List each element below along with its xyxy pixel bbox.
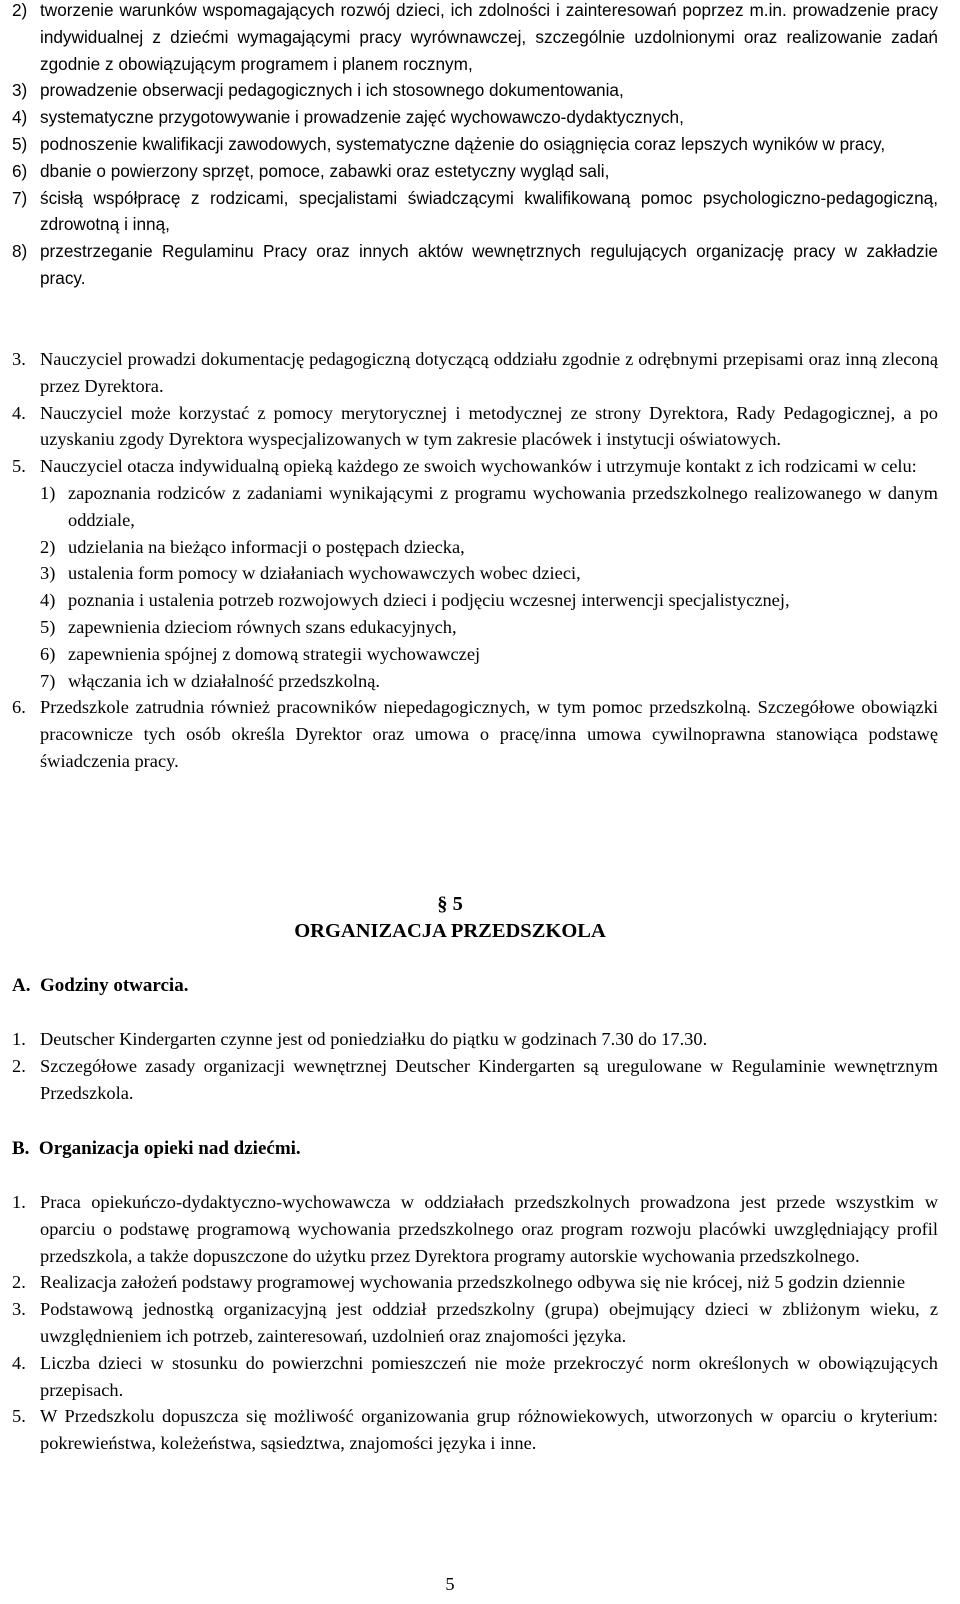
list-item (12, 668, 938, 695)
paragraph-number: 4. (12, 1352, 26, 1373)
item-number: 5) (40, 616, 56, 637)
paragraph-text: Praca opiekuńczo-dydaktyczno-wychowawcza w oddziałach przedszkolnych prowadzona jest przede wszystkim w oparciu o podstawę programową wychowania przedszkolnego oraz program rozwoju placówki uwzględniający profil przedszkola, a także dopuszczone do użytku przez Dyrektora programy autorskie wychowania przedszkolnego. (40, 1192, 938, 1266)
paragraph (12, 1269, 938, 1296)
paragraph-number: 3. (12, 1299, 26, 1320)
paragraph-number: 5. (12, 1406, 26, 1427)
paragraph-number: 1. (12, 1029, 26, 1049)
list-item (12, 614, 938, 641)
item-number: 1) (40, 482, 56, 503)
item-text: prowadzenie obserwacji pedagogicznych i ich stosownego dokumentowania, (40, 80, 624, 101)
teacher-paragraphs (12, 346, 938, 775)
item-number: 6) (40, 643, 56, 664)
care-organization-list (12, 1189, 938, 1457)
chapter-title: ORGANIZACJA PRZEDSZKOLA (294, 920, 606, 942)
item-number: 2) (12, 0, 28, 20)
paragraph (12, 1403, 938, 1457)
list-item (12, 534, 938, 561)
paragraph-number: 2. (12, 1055, 26, 1076)
list-item (12, 77, 938, 104)
item-text: udzielania na bieżąco informacji o postępach dziecka, (68, 536, 465, 557)
item-text: zapewnienia dzieciom równych szans edukacyjnych, (68, 616, 457, 637)
paragraph-text: Nauczyciel może korzystać z pomocy merytorycznej i metodycznej ze strony Dyrektora, Rady Pedagogicznej, a po uzyskaniu zgody Dyrektora wyspecjalizowanych w tym zakresie placówek i instytucji oświatowych. (40, 402, 938, 450)
paragraph-number: 1. (12, 1192, 26, 1212)
opening-hours-list (12, 1026, 938, 1106)
item-text: zapewnienia spójnej z domową strategii wychowawczej (68, 643, 481, 664)
section-heading-a: A. Godziny otwarcia. (12, 975, 189, 996)
item-number: 6) (12, 160, 28, 181)
item-number: 4) (40, 590, 56, 611)
chapter-number: § 5 (437, 893, 463, 915)
paragraph-text: Nauczyciel prowadzi dokumentację pedagogiczną dotyczącą oddziału zgodnie z odrębnymi przepisami oraz inną zleconą przez Dyrektora. (40, 349, 938, 396)
paragraph-number: 4. (12, 402, 26, 423)
list-item (12, 131, 938, 158)
item-text: zapoznania rodziców z zadaniami wynikającymi z programu wychowania przedszkolnego realizowanego w danym oddziale, (68, 482, 938, 530)
paragraph (12, 1296, 938, 1350)
list-item (12, 480, 938, 534)
paragraph-number: 2. (12, 1272, 26, 1293)
list-item (12, 238, 938, 292)
paragraph-number: 6. (12, 697, 26, 718)
paragraph-text: Nauczyciel otacza indywidualną opieką każdego ze swoich wychowanków i utrzymuje kontakt z ich rodzicami w celu: (40, 456, 917, 477)
list-item (12, 185, 938, 239)
paragraph (12, 346, 938, 400)
list-item (12, 560, 938, 587)
list-item (12, 0, 938, 77)
item-number: 5) (12, 133, 28, 154)
paragraph (12, 400, 938, 454)
list-item (12, 587, 938, 614)
item-text: systematyczne przygotowywanie i prowadzenie zajęć wychowawczo-dydaktycznych, (40, 107, 684, 128)
paragraph-text: Deutscher Kindergarten czynne jest od poniedziałku do piątku w godzinach 7.30 do 17.30. (40, 1029, 708, 1049)
duties-list (12, 0, 938, 292)
item-number: 3) (40, 563, 56, 584)
item-text: ścisłą współpracę z rodzicami, specjalistami świadczącymi kwalifikowaną pomoc psychologiczno-pedagogiczną, zdrowotną i inną, (40, 187, 938, 235)
item-number: 7) (12, 187, 28, 208)
paragraph-text: Szczegółowe zasady organizacji wewnętrznej Deutscher Kindergarten są uregulowane w Regulaminie wewnętrznym Przedszkola. (40, 1055, 938, 1103)
paragraph-number: 3. (12, 349, 26, 369)
paragraph-text: W Przedszkolu dopuszcza się możliwość organizowania grup różnowiekowych, utworzonych w oparciu o kryterium: pokrewieństwa, koleżeństwa, sąsiedztwa, znajomości języka i inne. (40, 1406, 938, 1454)
paragraph-text: Realizacja założeń podstawy programowej wychowania przedszkolnego odbywa się nie krócej, niż 5 godzin dziennie (40, 1272, 906, 1293)
item-number: 7) (40, 670, 56, 691)
item-text: włączania ich w działalność przedszkolną. (68, 670, 380, 691)
item-text: tworzenie warunków wspomagających rozwój dzieci, ich zdolności i zainteresowań poprzez m.in. prowadzenie pracy indywidualnej z dziećmi wymagającymi pracy wyrównawczej, szczególnie uzdolnionymi oraz realizowanie zadań zgodnie z obowiązującym programem i planem rocznym, (40, 0, 938, 74)
item-number: 4) (12, 107, 28, 128)
item-text: ustalenia form pomocy w działaniach wychowawczych wobec dzieci, (68, 563, 581, 584)
paragraph-text: Podstawową jednostką organizacyjną jest oddział przedszkolny (grupa) obejmujący dzieci w zbliżonym wieku, z uwzględnieniem ich potrzeb, zainteresowań, uzdolnień oraz znajomości języka. (40, 1299, 938, 1346)
page-number: 5 (445, 1574, 455, 1594)
list-item (12, 104, 938, 131)
item-text: przestrzeganie Regulaminu Pracy oraz innych aktów wewnętrznych regulujących organizację pracy w zakładzie pracy. (40, 241, 938, 288)
paragraph (12, 453, 938, 480)
paragraph (12, 1026, 938, 1053)
paragraph-number: 5. (12, 456, 26, 477)
paragraph (12, 694, 938, 774)
list-item (12, 641, 938, 668)
paragraph (12, 1053, 938, 1107)
item-number: 8) (12, 241, 28, 262)
item-text: podnoszenie kwalifikacji zawodowych, systematyczne dążenie do osiągnięcia coraz lepszych wyników w pracy, (40, 133, 886, 154)
item-number: 2) (40, 536, 56, 557)
paragraph-text: Liczba dzieci w stosunku do powierzchni pomieszczeń nie może przekroczyć norm określonych w obowiązujących przepisach. (40, 1352, 938, 1400)
section-heading-b: B. Organizacja opieki nad dziećmi. (12, 1138, 301, 1159)
item-text: dbanie o powierzony sprzęt, pomoce, zabawki oraz estetyczny wygląd sali, (40, 160, 610, 181)
paragraph-text: Przedszkole zatrudnia również pracowników niepedagogicznych, w tym pomoc przedszkolną. Szczegółowe obowiązki pracownicze tych osób określa Dyrektor oraz umowa o pracę/inna umowa cywilnoprawna stanowiąca podstawę świadczenia pracy. (40, 697, 938, 771)
item-text: poznania i ustalenia potrzeb rozwojowych dzieci i podjęciu wczesnej interwencji specjalistycznej, (68, 590, 790, 611)
paragraph (12, 1350, 938, 1404)
list-item (12, 158, 938, 185)
item-number: 3) (12, 80, 28, 101)
paragraph (12, 1189, 938, 1269)
